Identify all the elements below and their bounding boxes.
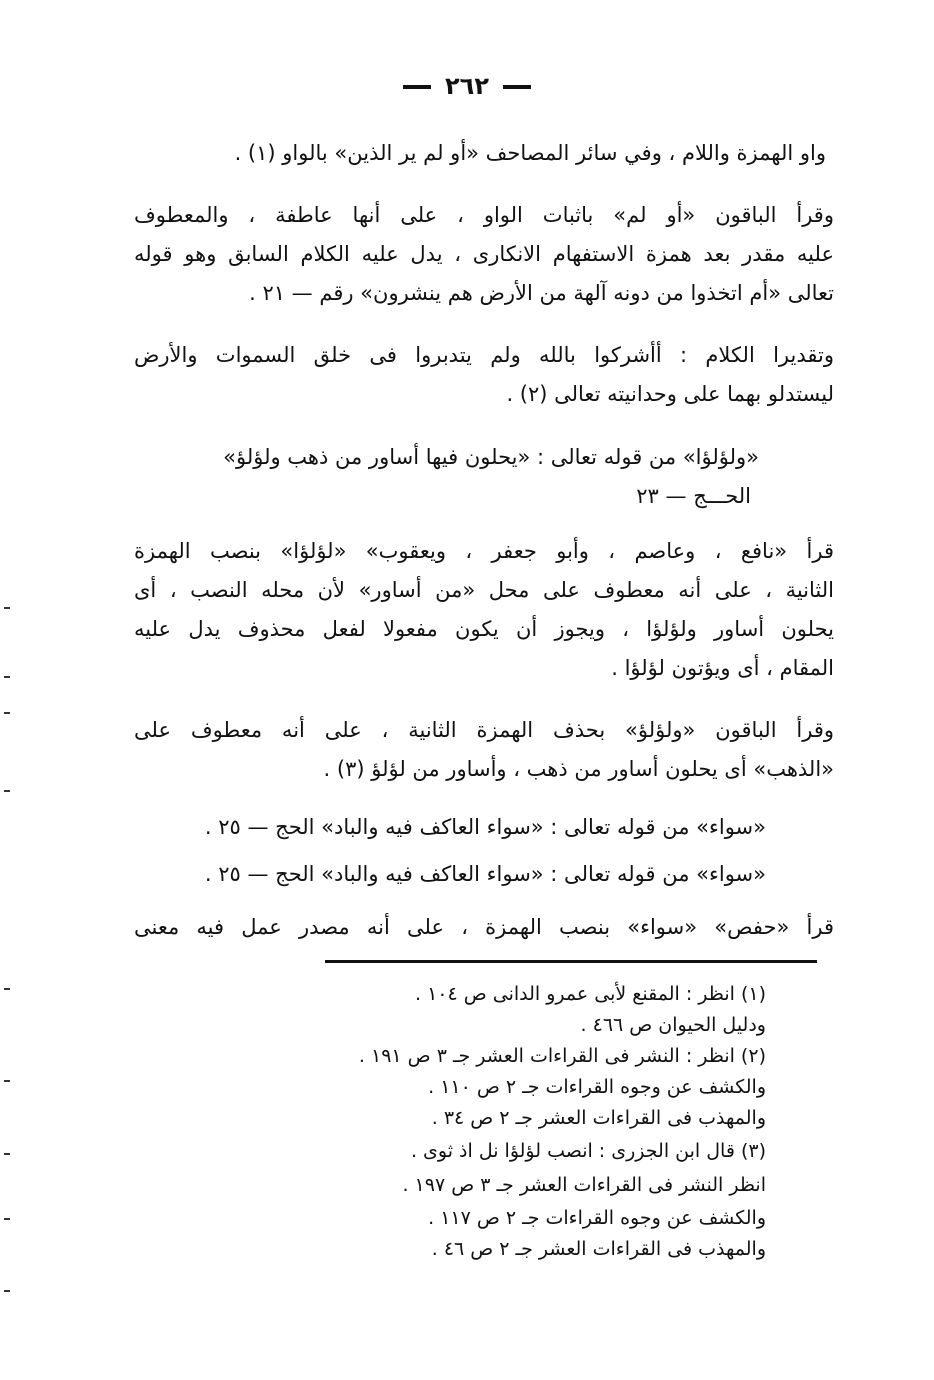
- page-number-dash-left: [503, 85, 531, 89]
- verse-citation: «ولؤلؤا» من قوله تعالى : «يحلون فيها أساور من ذهب ولؤلؤ»: [223, 445, 759, 469]
- footnote-separator: [325, 960, 817, 963]
- verse-citation: «سواء» من قوله تعالى : «سواء العاكف فيه والباد» الحج — ٢٥ .: [204, 815, 766, 839]
- body-line: واو الهمزة واللام ، وفي سائر المصاحف «أو لم ير الذين» بالواو (١) .: [234, 141, 826, 165]
- footnote-line: والمهذب فى القراءات العشر جـ ٢ ص ٤٦ .: [431, 1238, 766, 1260]
- footnote-line: والكشف عن وجوه القراءات جـ ٢ ص ١١٠ .: [428, 1076, 766, 1098]
- page-number: [0, 72, 934, 100]
- body-line: عليه مقدر بعد همزة الاستفهام الانكارى ، يدل عليه الكلام السابق وهو قوله: [134, 242, 834, 266]
- footnote-line: ودليل الحيوان ص ٤٦٦ .: [580, 1014, 766, 1036]
- scan-mark: [4, 607, 10, 609]
- footnote-line: والكشف عن وجوه القراءات جـ ٢ ص ١١٧ .: [428, 1207, 766, 1229]
- body-line: الثانية ، على أنه معطوف على محل «من أساور» لأن محله النصب ، أى: [134, 578, 834, 602]
- body-line: المقام ، أى ويؤتون لؤلؤا .: [611, 656, 834, 680]
- body-line: تعالى «أم اتخذوا من دونه آلهة من الأرض هم ينشرون» رقم — ٢١ .: [249, 281, 834, 305]
- body-line: وقرأ الباقون «ولؤلؤ» بحذف الهمزة الثانية ، على أنه معطوف على: [134, 718, 834, 742]
- body-line: يحلون أساور ولؤلؤا ، ويجوز أن يكون مفعولا لفعل محذوف يدل عليه: [134, 617, 834, 641]
- footnote-line: (٢) انظر : النشر فى القراءات العشر جـ ٣ ص ١٩١ .: [358, 1045, 766, 1067]
- scan-mark: [4, 790, 10, 792]
- body-line: وقرأ الباقون «أو لم» باثبات الواو ، على أنها عاطفة ، والمعطوف: [134, 203, 834, 227]
- scan-mark: [4, 712, 10, 714]
- body-line: ليستدلو بهما على وحدانيته تعالى (٢) .: [506, 382, 834, 406]
- scan-mark: [4, 1290, 10, 1292]
- scan-mark: [4, 1218, 10, 1220]
- scan-mark: [4, 676, 10, 678]
- footnote-line: (١) انظر : المقنع لأبى عمرو الدانى ص ١٠٤ .: [415, 983, 766, 1005]
- footnote-line: (٣) قال ابن الجزرى : انصب لؤلؤا نل اذ ثوى .: [410, 1140, 766, 1162]
- body-line: وتقديرا الكلام : أأشركوا بالله ولم يتدبروا فى خلق السموات والأرض: [134, 343, 834, 367]
- body-line: قرأ «نافع ، وعاصم ، وأبو جعفر ، ويعقوب» «لؤلؤا» بنصب الهمزة: [134, 539, 834, 563]
- scan-mark: [4, 1080, 10, 1082]
- footnote-line: انظر النشر فى القراءات العشر جـ ٣ ص ١٩٧ .: [402, 1174, 766, 1196]
- page-number-dash-right: [403, 85, 431, 89]
- verse-citation: «سواء» من قوله تعالى : «سواء العاكف فيه والباد» الحج — ٢٥ .: [204, 862, 766, 886]
- page-number-text: ٢٦٢: [445, 72, 489, 100]
- scan-mark: [4, 1153, 10, 1155]
- body-line: قرأ «حفص» «سواء» بنصب الهمزة ، على أنه مصدر عمل فيه معنى: [134, 915, 834, 939]
- footnote-line: والمهذب فى القراءات العشر جـ ٢ ص ٣٤ .: [431, 1107, 766, 1129]
- verse-reference: الحـــج — ٢٣: [636, 484, 751, 508]
- body-line: «الذهب» أى يحلون أساور من ذهب ، وأساور من لؤلؤ (٣) .: [323, 757, 834, 781]
- scan-mark: [4, 988, 10, 990]
